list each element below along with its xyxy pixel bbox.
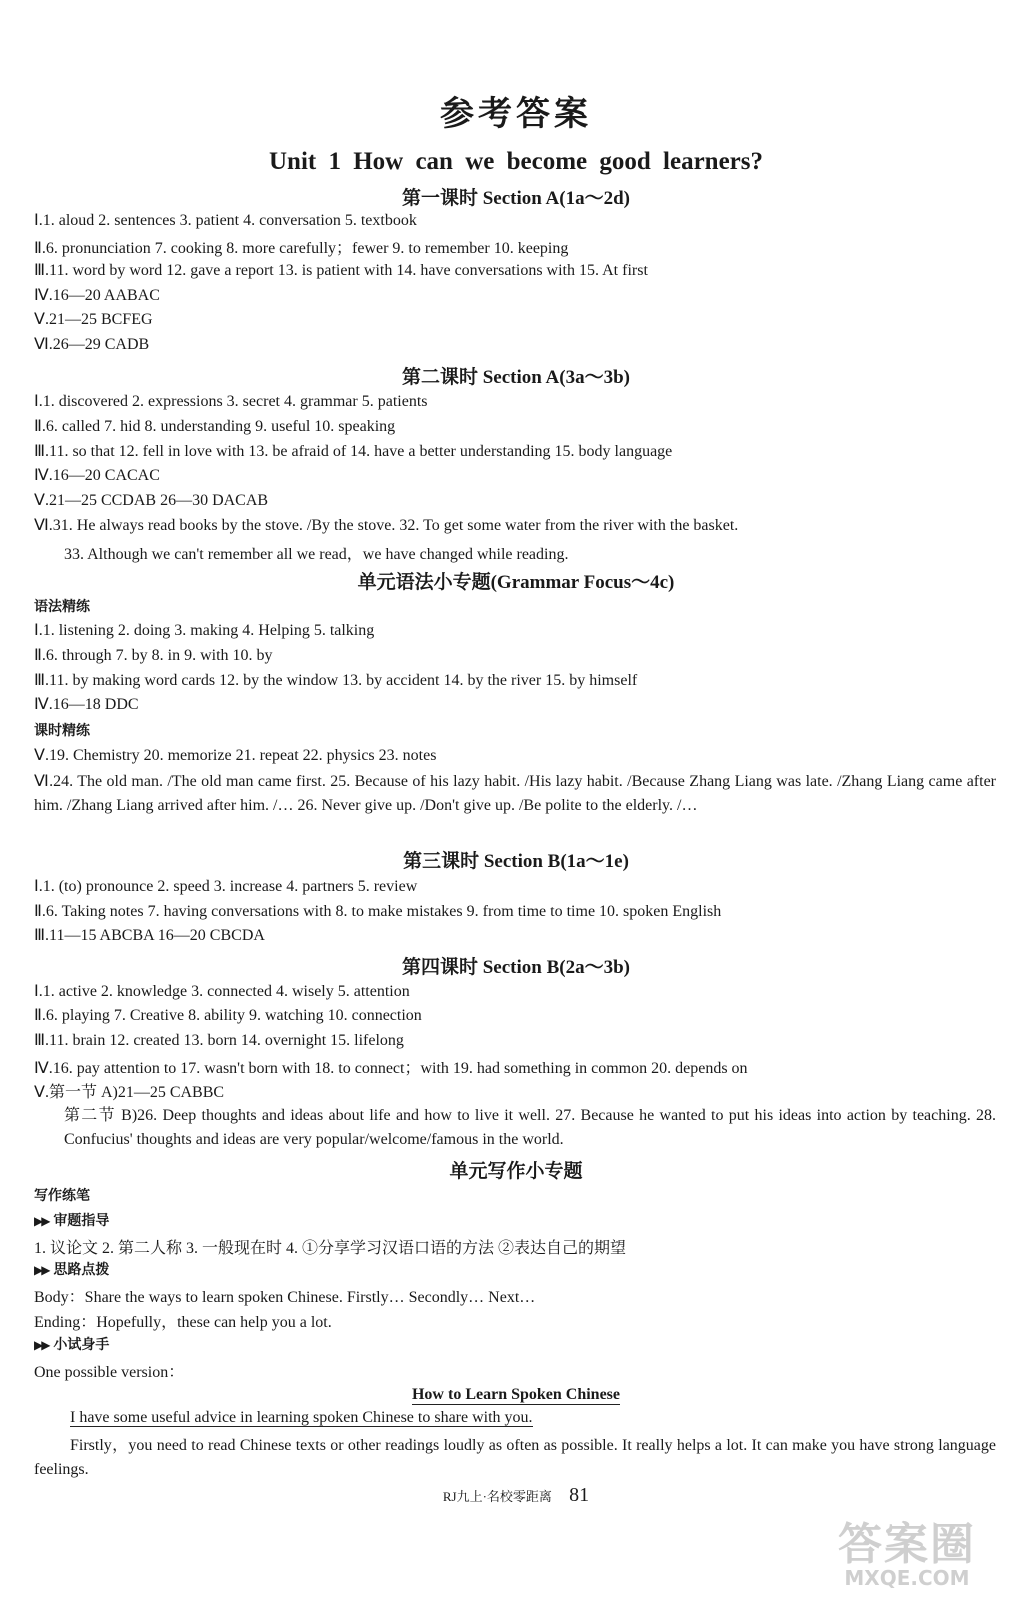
answer-line: 1. 议论文 2. 第二人称 3. 一般现在时 4. ①分享学习汉语口语的方法 ②表达自己的期望 (34, 1240, 627, 1257)
triangle-arrow-icon: ▶▶ (34, 1338, 49, 1352)
section-heading-3: 单元语法小专题(Grammar Focus～4c) (357, 572, 675, 593)
answer-line: Ⅵ.31. He always read books by the stove. /By the stove. 32. To get some water from the river with the basket. (34, 517, 739, 534)
answer-paragraph: Ⅵ.24. The old man. /The old man came first. 25. Because of his lazy habit. /His lazy habit. /Because Zhang Liang was late. /Zhang Liang came after him. /Zhang Liang arrived after him. /… 26. Never give up. /Don't give up. /Be polite to the elderly. /… (34, 773, 996, 814)
watermark (812, 1508, 1002, 1592)
answer-line: Ⅴ.19. Chemistry 20. memorize 21. repeat 22. physics 23. notes (34, 747, 437, 764)
subsection-label: ▶▶ 思路点拨 (34, 1262, 110, 1278)
answer-line: Ⅳ.16—18 DDC (34, 696, 139, 713)
answer-line: Ⅲ.11. so that 12. fell in love with 13. be afraid of 14. have a better understanding 15. body language (34, 443, 673, 460)
answer-line: Ⅴ.21—25 CCDAB 26—30 DACAB (34, 492, 269, 509)
answer-line: Ⅱ.6. through 7. by 8. in 9. with 10. by (34, 647, 273, 664)
answer-paragraph: 第二节 B)26. Deep thoughts and ideas about life and how to live it well. 27. Because he wanted to put his ideas into action by teaching. 28. Confucius' thoughts and ideas are very popular/welcome/famous in the world. (64, 1107, 996, 1148)
answer-line: 33. Although we can't remember all we read，we have changed while reading. (64, 546, 569, 563)
section-heading-6: 单元写作小专题 (449, 1161, 583, 1182)
answer-line: Ⅲ.11. brain 12. created 13. born 14. overnight 15. lifelong (34, 1032, 404, 1049)
answer-line: Ⅰ.1. discovered 2. expressions 3. secret 4. grammar 5. patients (34, 393, 428, 410)
writing-body-line: Body：Share the ways to learn spoken Chinese. Firstly… Secondly… Next… (34, 1289, 536, 1306)
unit-title: Unit 1 How can we become good learners? (268, 148, 763, 175)
section-heading-4: 第三课时 Section B(1a～1e) (403, 851, 629, 872)
answer-line: Ⅰ.1. listening 2. doing 3. making 4. Helping 5. talking (34, 622, 375, 639)
answer-line: Ⅴ.21—25 BCFEG (34, 311, 153, 328)
answer-line: Ⅲ.11—15 ABCBA 16—20 CBCDA (34, 927, 265, 944)
essay-title: How to Learn Spoken Chinese (411, 1386, 621, 1403)
writing-ending-line: Ending：Hopefully，these can help you a lot. (34, 1314, 332, 1331)
answer-line: Ⅱ.6. called 7. hid 8. understanding 9. useful 10. speaking (34, 418, 396, 435)
subsection-label: 写作练笔 (34, 1188, 90, 1204)
triangle-arrow-icon: ▶▶ (34, 1214, 49, 1228)
answer-line: Ⅱ.6. playing 7. Creative 8. ability 9. watching 10. connection (34, 1007, 422, 1024)
triangle-arrow-icon: ▶▶ (34, 1263, 49, 1277)
page-number: 81 (569, 1484, 590, 1506)
answer-line: Ⅴ.第一节 A)21—25 CABBC (34, 1084, 225, 1101)
section-heading-5: 第四课时 Section B(2a～3b) (401, 957, 630, 978)
answer-line: Ⅳ.16. pay attention to 17. wasn't born with 18. to connect；with 19. had something in common 20. depends on (34, 1060, 748, 1077)
section-heading-1: 第一课时 Section A(1a～2d) (401, 188, 630, 209)
subsection-label: ▶▶ 审题指导 (34, 1213, 110, 1229)
answer-line: Ⅲ.11. word by word 12. gave a report 13. is patient with 14. have conversations with 15. At first (34, 262, 648, 279)
answer-line: Ⅰ.1. aloud 2. sentences 3. patient 4. conversation 5. textbook (34, 212, 417, 229)
section-heading-2: 第二课时 Section A(3a～3b) (401, 367, 630, 388)
watermark-url: MXQE.COM (844, 1566, 970, 1590)
answer-line: Ⅰ.1. active 2. knowledge 3. connected 4. wisely 5. attention (34, 983, 410, 1000)
answer-line: Ⅳ.16—20 CACAC (34, 467, 160, 484)
essay-paragraph: Firstly，you need to read Chinese texts or other readings loudly as often as possible. It really helps a lot. It can make you have strong language feelings. (34, 1437, 997, 1478)
page-title: 参考答案 (440, 94, 592, 134)
answer-line: Ⅲ.11. by making word cards 12. by the window 13. by accident 14. by the river 15. by himself (34, 672, 638, 689)
footer-book-label: RJ九上·名校零距离 (442, 1489, 552, 1504)
subsection-label: 课时精练 (34, 723, 90, 739)
page-footer (0, 1484, 1032, 1507)
answer-line: Ⅱ.6. Taking notes 7. having conversations with 8. to make mistakes 9. from time to time 10. spoken English (34, 903, 722, 920)
answer-line: Ⅱ.6. pronunciation 7. cooking 8. more carefully；fewer 9. to remember 10. keeping (34, 240, 569, 257)
answer-line: Ⅰ.1. (to) pronounce 2. speed 3. increase 4. partners 5. review (34, 878, 418, 895)
essay-opening: I have some useful advice in learning spoken Chinese to share with you. (70, 1409, 533, 1426)
watermark-logo: 答案圈 (838, 1519, 976, 1570)
sample-version-label: One possible version： (34, 1364, 185, 1381)
answer-line: Ⅳ.16—20 AABAC (34, 287, 160, 304)
subsection-label: 语法精练 (34, 599, 90, 615)
subsection-label: ▶▶ 小试身手 (34, 1337, 110, 1353)
answer-line: Ⅵ.26—29 CADB (34, 336, 150, 353)
